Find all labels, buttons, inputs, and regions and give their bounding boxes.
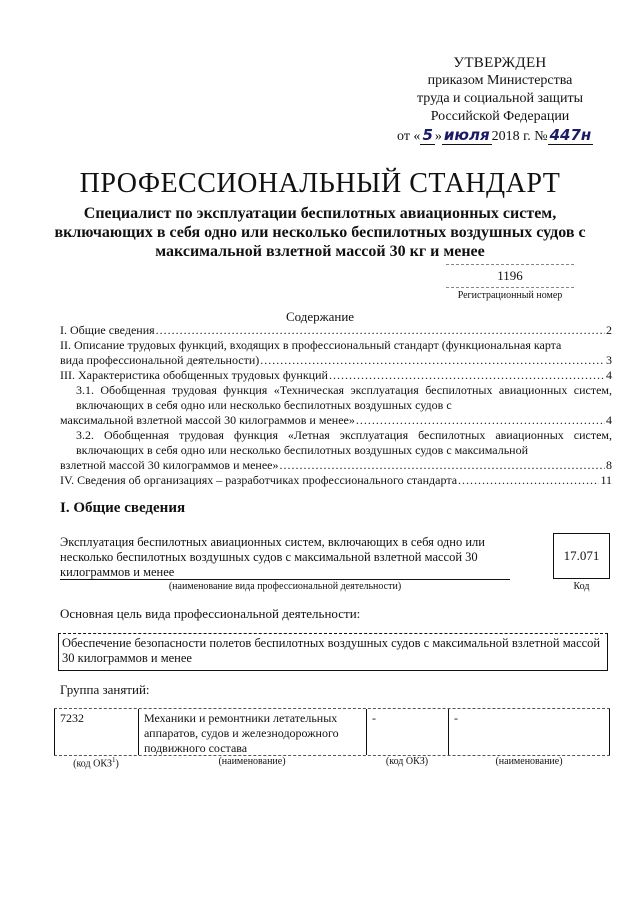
- approval-date-line: [395, 126, 605, 146]
- toc-title: Содержание: [285, 309, 355, 324]
- handwritten-month: июля: [443, 126, 490, 144]
- document-title: ПРОФЕССИОНАЛЬНЫЙ СТАНДАРТ: [79, 168, 561, 199]
- name-caption-2: (наименование): [495, 756, 563, 767]
- toc-item-3[interactable]: III. Характеристика обобщенных трудовых функций ..... 4: [60, 368, 612, 383]
- activity-kind-caption: (наименование вида профессиональной деятельности): [168, 581, 402, 592]
- approval-line-1: приказом Министерства: [427, 73, 573, 88]
- toc-item-3-1-wrap: 3.1. Обобщенная трудовая функция «Техническая эксплуатация беспилотных авиационных систем, включающих в себя одно или несколько беспилотных воздушных судов с: [76, 383, 612, 412]
- activity-code: 17.071: [553, 533, 610, 579]
- document-subtitle: Специалист по эксплуатации беспилотных авиационных систем, включающих в себя одно или несколько беспилотных воздушных судов с максимальной взлетной массой 30 кг и менее: [54, 205, 586, 260]
- occupation-name-2: -: [448, 709, 610, 755]
- toc-item-3-2-wrap: 3.2. Обобщенная трудовая функция «Летная эксплуатация беспилотных авиационных систем, включающих в себя одно или несколько беспилотных воздушных судов с максимальной: [76, 428, 612, 457]
- toc-item-2-line1: II. Описание трудовых функций, входящих в профессиональный стандарт (функциональная карта: [60, 338, 562, 352]
- occupation-name-1: Механики и ремонтники летательных аппаратов, судов и железнодорожного подвижного состава: [138, 709, 366, 755]
- activity-code-caption: Код: [573, 581, 590, 592]
- toc-item-4[interactable]: IV. Сведения об организациях – разработчиках профессионального стандарта ..... 11: [60, 473, 612, 488]
- date-mid: »: [434, 129, 442, 144]
- name-caption-1: (наименование): [218, 756, 286, 767]
- registration-label: Регистрационный номер: [457, 290, 563, 301]
- goal-label: Основная цель вида профессиональной деятельности:: [60, 606, 361, 621]
- activity-kind-name: Эксплуатация беспилотных авиационных систем, включающих в себя одно или несколько беспилотных воздушных судов с максимальной взлетной массой 30 килограммов и менее: [60, 535, 485, 579]
- handwritten-order-number: 447н: [549, 126, 592, 144]
- date-prefix: от «: [397, 129, 421, 144]
- handwritten-day: 5: [422, 126, 433, 144]
- toc-item-1[interactable]: I. Общие сведения ..... 2: [60, 323, 612, 338]
- date-year: 2018 г. №: [491, 129, 548, 144]
- toc-item-2[interactable]: вида профессиональной деятельности) ..... 3: [60, 353, 612, 368]
- section-1-heading: I. Общие сведения: [60, 500, 186, 516]
- okz-caption-2: (код ОКЗ): [385, 756, 429, 767]
- okz-code-1: 7232: [54, 709, 138, 755]
- registration-number: 1196: [446, 264, 574, 288]
- goal-text: Обеспечение безопасности полетов беспилотных воздушных судов с максимальной взлетной массой 30 килограммов и менее: [62, 636, 601, 665]
- okz-code-2: -: [366, 709, 448, 755]
- table-of-contents: [60, 323, 612, 488]
- okz-caption-1: (код ОКЗ$^1$): [73, 756, 119, 770]
- toc-item-3-1[interactable]: максимальной взлетной массой 30 килограммов и менее» ..... 4: [60, 413, 612, 428]
- occupation-group-table: [54, 708, 610, 756]
- approval-line-3: Российской Федерации: [430, 109, 570, 124]
- approval-block: [395, 54, 605, 146]
- group-label: Группа занятий:: [60, 682, 150, 697]
- approval-line-2: труда и социальной защиты: [417, 91, 583, 106]
- approval-heading: УТВЕРЖДЕН: [453, 55, 547, 71]
- toc-item-3-2[interactable]: взлетной массой 30 килограммов и менее» ..... 8: [60, 458, 612, 473]
- activity-kind-underline: [60, 579, 510, 580]
